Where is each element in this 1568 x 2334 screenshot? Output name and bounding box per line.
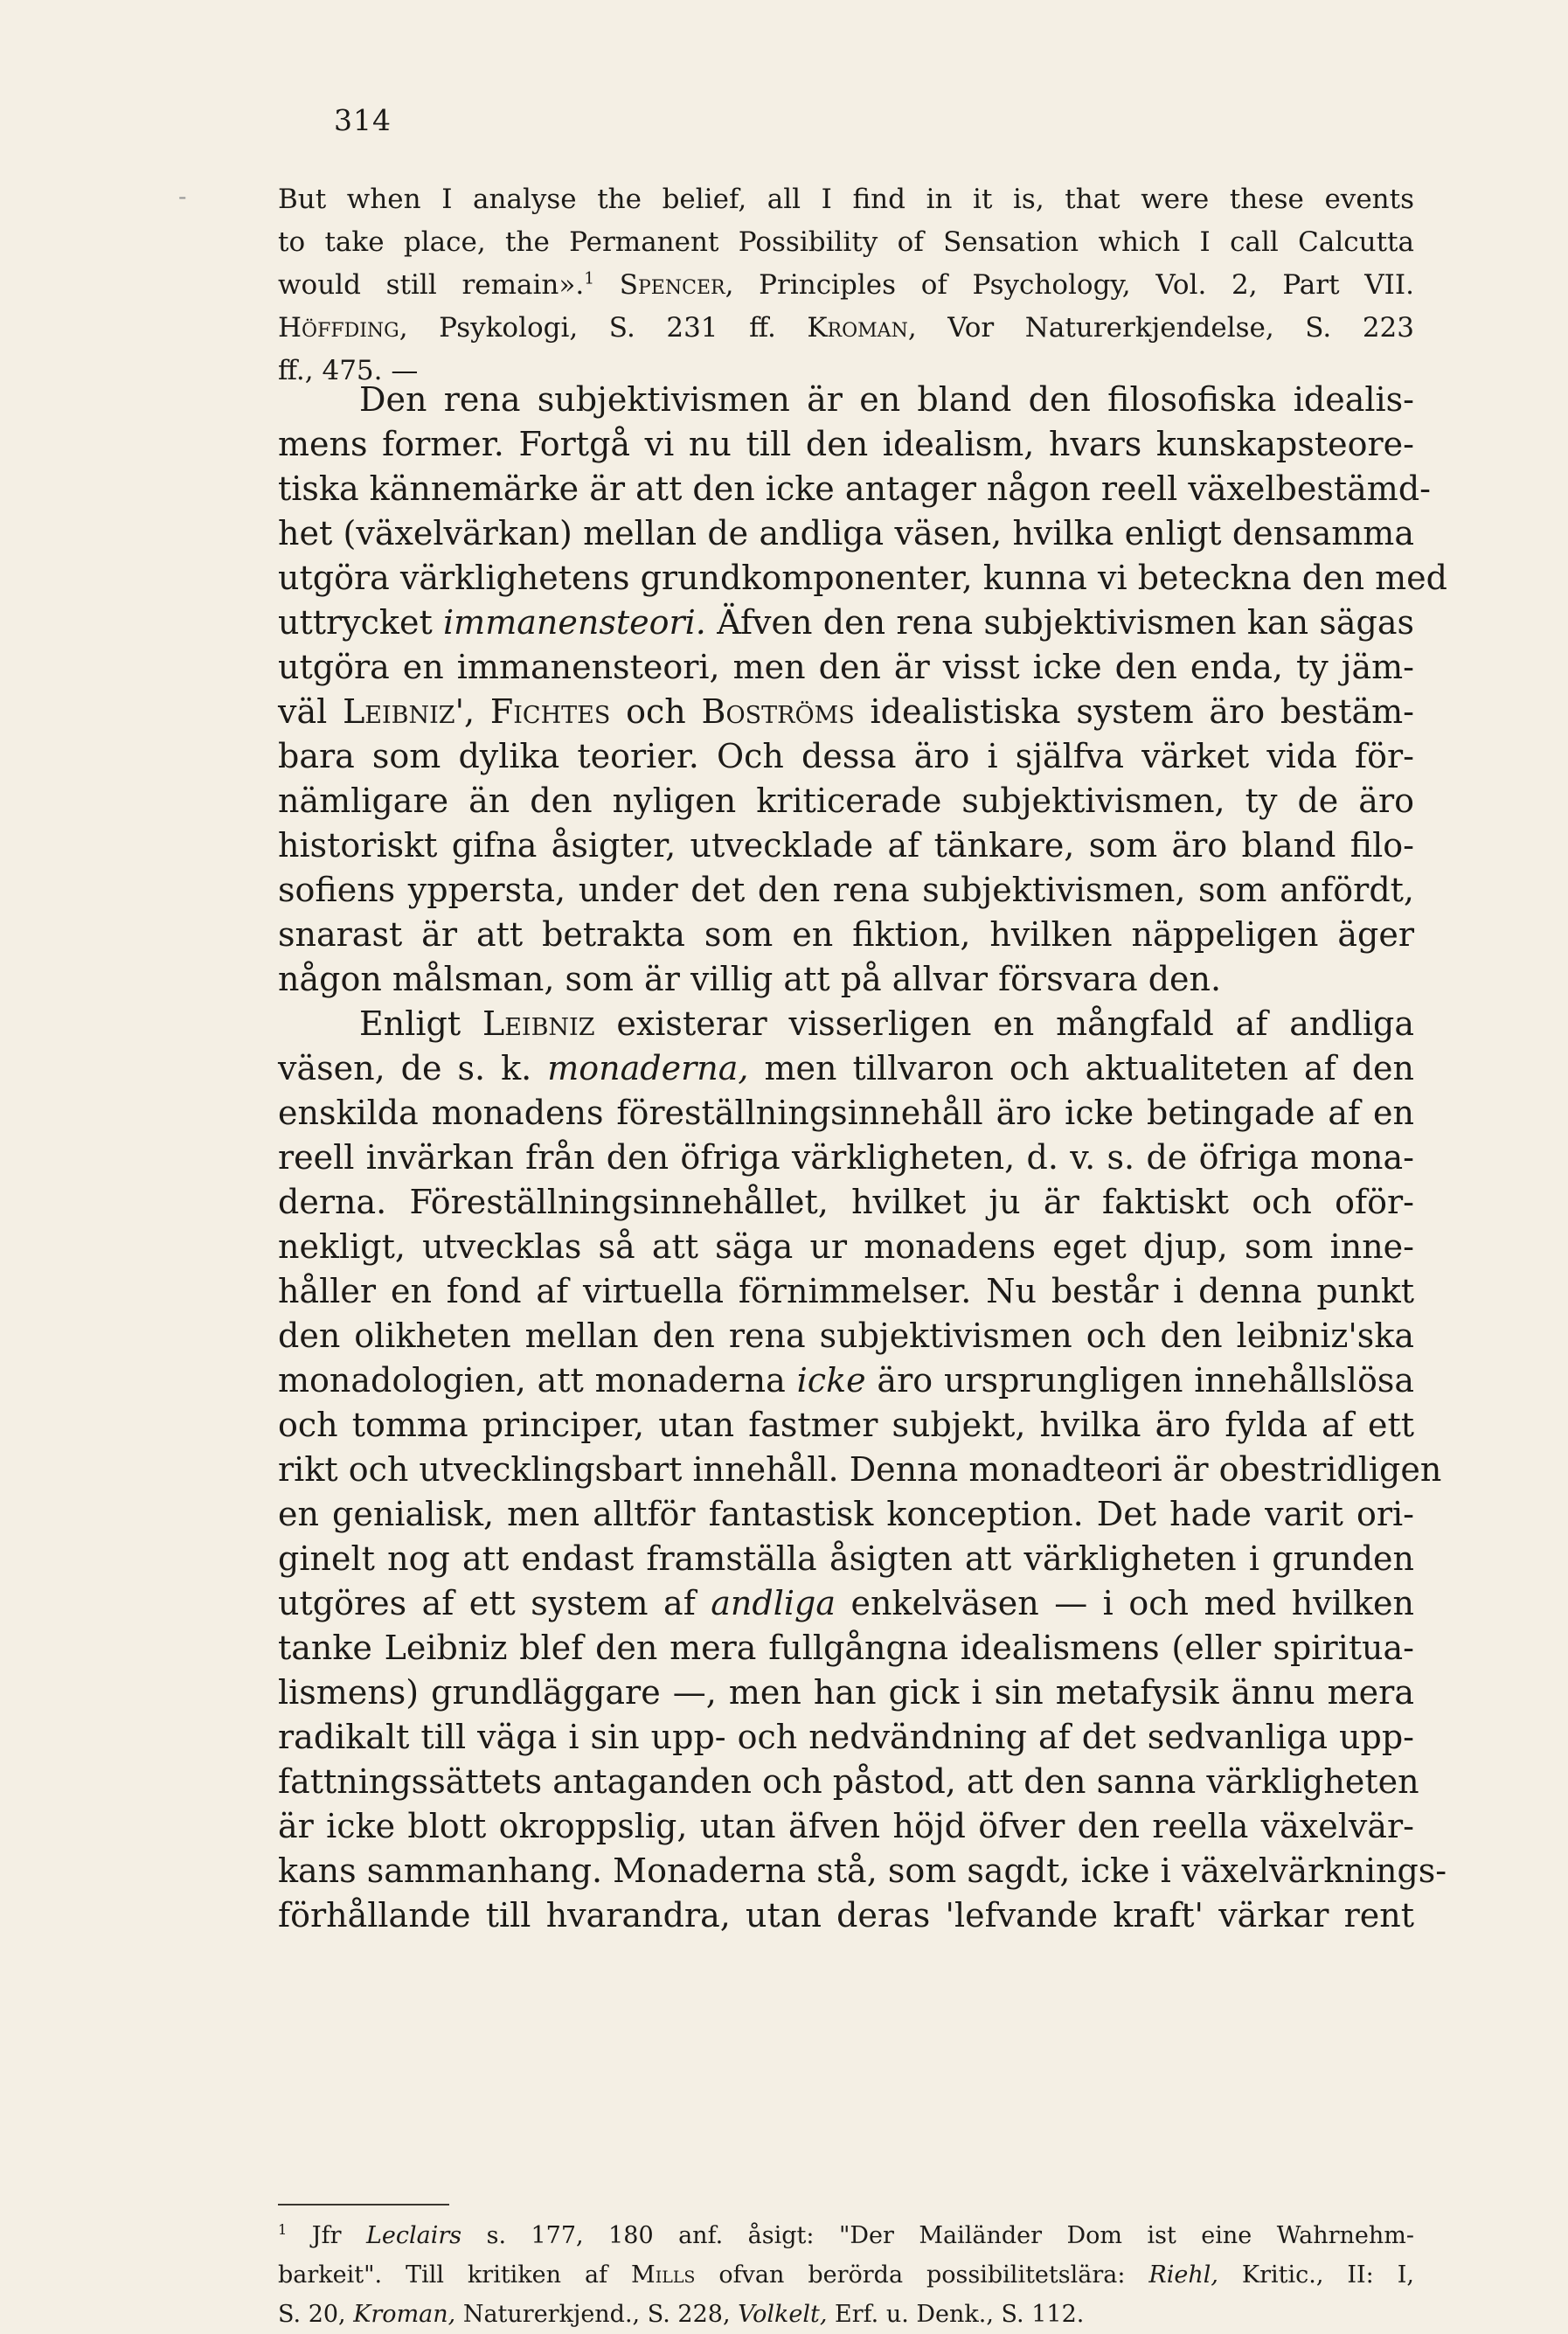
footnote-line: barkeit". Till kritiken af Mills ofvan berörda possibilitetslära: Riehl, Kritic., II: I, xyxy=(278,2261,1414,2289)
body-line: en genialisk, men alltför fantastisk konception. Det hade varit ori- xyxy=(278,1495,1414,1533)
body-line: derna. Föreställningsinnehållet, hvilket ju är faktiskt och oför- xyxy=(278,1183,1414,1221)
footnote-line: S. 20, Kroman, Naturerkjend., S. 228, Volkelt, Erf. u. Denk., S. 112. xyxy=(278,2301,1085,2328)
body-line: lismens) grundläggare —, men han gick i sin metafysik ännu mera xyxy=(278,1673,1414,1712)
body-line: utgöres af ett system af andliga enkelväsen — i och med hvilken xyxy=(278,1584,1415,1622)
author-name: Spencer xyxy=(619,269,725,301)
author-name: Leibniz' xyxy=(343,692,465,731)
body-line: fattningssättets antaganden och påstod, att den sanna värkligheten xyxy=(278,1762,1419,1801)
body-line: rikt och utvecklingsbart innehåll. Denna monadteori är obestridligen xyxy=(278,1450,1442,1489)
quote-line: Höffding, Psykologi, S. 231 ff. Kroman, Vor Naturerkjendelse, S. 223 xyxy=(278,312,1414,344)
quote-line: ff., 475. — xyxy=(278,355,419,386)
body-line: Den rena subjektivismen är en bland den filosofiska idealis- xyxy=(359,380,1414,419)
author-name: Mills xyxy=(631,2261,696,2289)
footnote-line: $^1$ Jfr Leclairs s. 177, 180 anf. åsigt: "Der Mailänder Dom ist eine Wahrnehm- xyxy=(278,2221,1414,2249)
body-line: nekligt, utvecklas så att säga ur monadens eget djup, som inne- xyxy=(278,1227,1414,1266)
quote-block xyxy=(278,178,1414,392)
body-line: enskilda monadens föreställningsinnehåll äro icke betingade af en xyxy=(278,1094,1414,1132)
footnote-rule xyxy=(278,2204,449,2205)
emphasis: monaderna, xyxy=(547,1049,749,1087)
emphasis: icke xyxy=(796,1361,866,1400)
author-name: Kroman xyxy=(807,312,908,344)
body-line: är icke blott okroppslig, utan äfven höjd öfver den reella växelvär- xyxy=(278,1807,1414,1845)
footnote xyxy=(278,2216,1414,2334)
body-line: uttrycket immanensteori. Äfven den rena subjektivismen kan sägas xyxy=(278,603,1414,642)
margin-dash: - xyxy=(178,182,187,211)
body-line: Enligt Leibniz existerar visserligen en mångfald af andliga xyxy=(359,1004,1414,1043)
body-line: monadologien, att monaderna icke äro ursprungligen innehållslösa xyxy=(278,1361,1414,1400)
body-line: bara som dylika teorier. Och dessa äro i själfva värket vida för- xyxy=(278,737,1414,775)
body-line: utgöra en immanensteori, men den är visst icke den enda, ty jäm- xyxy=(278,648,1414,686)
author-name: Leibniz xyxy=(482,1004,595,1043)
body-line: håller en fond af virtuella förnimmelser. Nu består i denna punkt xyxy=(278,1272,1414,1310)
body-line: snarast är att betrakta som en fiktion, hvilken näppeligen äger xyxy=(278,915,1414,954)
quote-line: would still remain».$^1$ Spencer, Principles of Psychology, Vol. 2, Part VII. xyxy=(278,269,1415,301)
author-name: Höffding xyxy=(278,312,399,344)
emphasis: immanensteori. xyxy=(443,603,706,642)
author-name: Boströms xyxy=(701,692,855,731)
body-line: mens former. Fortgå vi nu till den idealism, hvars kunskapsteore- xyxy=(278,425,1414,463)
body-line: någon målsman, som är villig att på allvar försvara den. xyxy=(278,960,1222,998)
footnote-number: 1 xyxy=(278,2221,288,2238)
body-line: väl Leibniz', Fichtes och Boströms idealistiska system äro bestäm- xyxy=(278,692,1414,731)
emphasis: Riehl, xyxy=(1148,2261,1218,2289)
author-name: Fichtes xyxy=(489,692,611,731)
emphasis: Volkelt, xyxy=(738,2301,828,2328)
body-line: historiskt gifna åsigter, utvecklade af tänkare, som äro bland filo- xyxy=(278,826,1414,865)
body-line: utgöra värklighetens grundkomponenter, kunna vi beteckna den med xyxy=(278,559,1447,597)
body-line: het (växelvärkan) mellan de andliga väsen, hvilka enligt densamma xyxy=(278,514,1414,552)
quote-line: to take place, the Permanent Possibility of Sensation which I call Calcutta xyxy=(278,226,1414,258)
body-line: den olikheten mellan den rena subjektivismen och den leibniz'ska xyxy=(278,1316,1414,1355)
body-line: sofiens yppersta, under det den rena subjektivismen, som anfördt, xyxy=(278,871,1414,909)
body-line: tiska kännemärke är att den icke antager någon reell växelbestämd- xyxy=(278,469,1431,508)
body-text xyxy=(278,378,1447,1938)
body-line: väsen, de s. k. monaderna, men tillvaron och aktualiteten af den xyxy=(278,1049,1414,1087)
footnote-marker: 1 xyxy=(584,269,595,288)
quote-line: But when I analyse the belief, all I find in it is, that were these events xyxy=(278,184,1414,215)
body-line: ginelt nog att endast framställa åsigten att värkligheten i grunden xyxy=(278,1539,1414,1578)
body-line: och tomma principer, utan fastmer subjekt, hvilka äro fylda af ett xyxy=(278,1406,1414,1444)
body-line: förhållande till hvarandra, utan deras 'lefvande kraft' värkar rent xyxy=(278,1896,1414,1935)
body-line: tanke Leibniz blef den mera fullgångna idealismens (eller spiritua- xyxy=(278,1629,1414,1667)
page-number: 314 xyxy=(334,103,392,137)
emphasis: Leclairs xyxy=(365,2222,462,2249)
body-line: kans sammanhang. Monaderna stå, som sagdt, icke i växelvärknings- xyxy=(278,1851,1447,1890)
emphasis: Kroman, xyxy=(353,2301,456,2328)
emphasis: andliga xyxy=(711,1584,836,1622)
body-line: reell invärkan från den öfriga värkligheten, d. v. s. de öfriga mona- xyxy=(278,1138,1414,1177)
body-line: nämligare än den nyligen kriticerade subjektivismen, ty de äro xyxy=(278,781,1414,820)
body-line: radikalt till väga i sin upp- och nedvändning af det sedvanliga upp- xyxy=(278,1718,1414,1756)
